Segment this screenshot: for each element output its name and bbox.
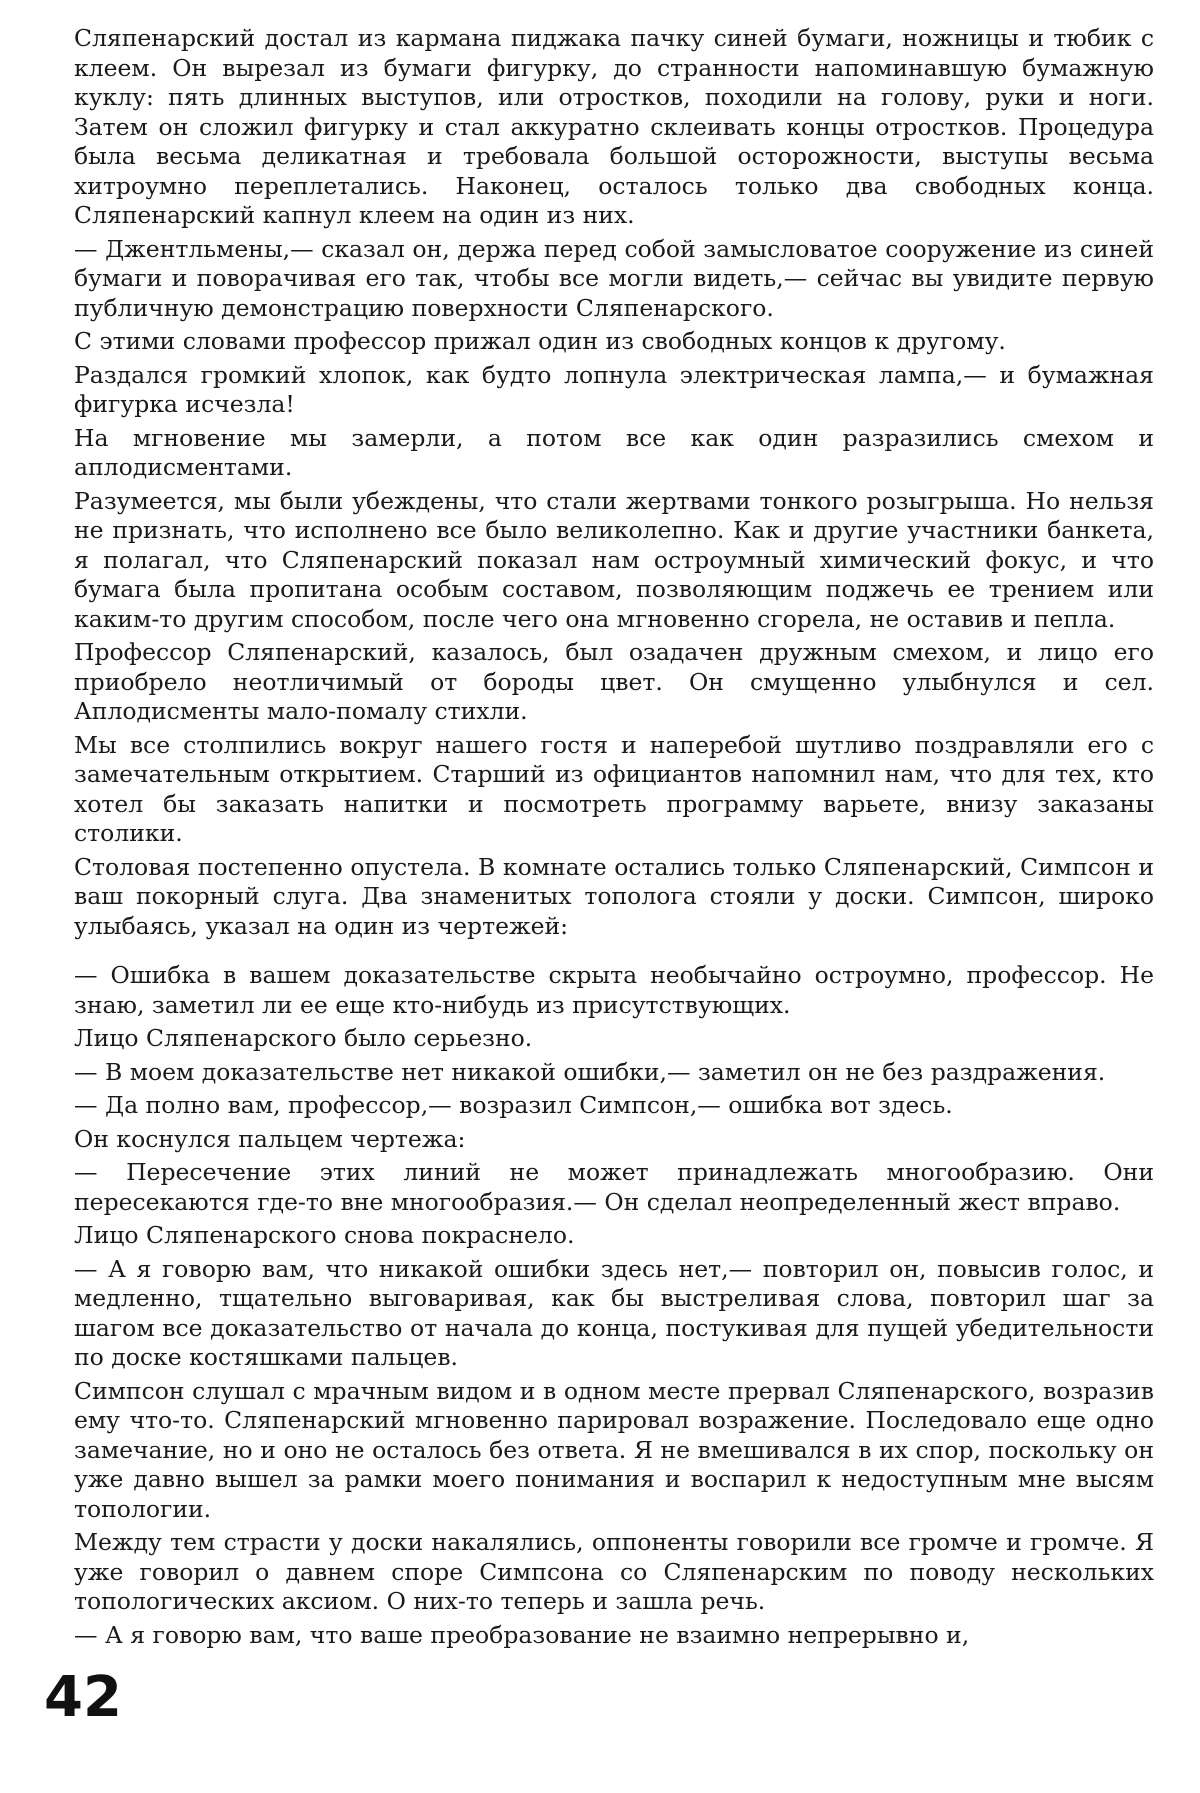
paragraph-1: Сляпенарский достал из кармана пиджака пачку синей бумаги, ножницы и тюбик с клеем. Он вырезал из бумаги фигурку, до странности напоминавшую бумажную куклу: пять длинных выступов, или отростков, походили на голову, руки и ноги. Затем он сложил фигурку и стал аккуратно склеивать концы отростков. Процедура была весьма деликатная и требовала большой осторожности, выступы весьма хитроумно переплетались. Наконец, осталось только два свободных конца. Сляпенарский капнул клеем на один из них.	[74, 24, 1154, 229]
paragraph-2: — Джентльмены,— сказал он, держа перед собой замысловатое сооружение из синей бумаги и поворачивая его так, чтобы все могли видеть,— сейчас вы увидите первую публичную демонстрацию поверхности Сляпенарского.	[74, 234, 1154, 322]
paragraph-7: Профессор Сляпенарский, казалось, был озадачен дружным смехом, и лицо его приобрело неотличимый от бороды цвет. Он смущенно улыбнулся и сел. Аплодисменты мало-помалу стихли.	[74, 638, 1154, 725]
paragraph-17: — А я говорю вам, что никакой ошибки здесь нет,— повторил он, повысив голос, и медленно, тщательно выговаривая, как бы выстреливая слова, повторил шаг за шагом все доказательство от начала до конца, постукивая для пущей убедительности по доске костяшками пальцев.	[74, 1254, 1154, 1371]
paragraph-11: Лицо Сляпенарского было серьезно.	[74, 1024, 533, 1052]
paragraph-6: Разумеется, мы были убеждены, что стали жертвами тонкого розыгрыша. Но нельзя не признать, что исполнено все было великолепно. Как и другие участники банкета, я полагал, что Сляпенарский показал нам остроумный химический фокус, и что бумага была пропитана особым составом, позволяющим поджечь ее трением или каким-то другим способом, после чего она мгновенно сгорела, не оставив и пепла.	[74, 486, 1154, 633]
paragraph-5: На мгновение мы замерли, а потом все как один разразились смехом и аплодисментами.	[74, 423, 1154, 481]
paragraph-3: С этими словами профессор прижал один из свободных концов к другому.	[74, 327, 1006, 355]
paragraph-19: Между тем страсти у доски накалялись, оппоненты говорили все громче и громче. Я уже говорил о давнем споре Симпсона со Сляпенарским по поводу нескольких топологических аксиом. О них-то теперь и зашла речь.	[74, 1528, 1154, 1615]
paragraph-9: Столовая постепенно опустела. В комнате остались только Сляпенарский, Симпсон и ваш покорный слуга. Два знаменитых тополога стояли у доски. Симпсон, широко улыбаясь, указал на один из чертежей:	[74, 852, 1154, 940]
page-number: 42	[44, 1665, 122, 1730]
paragraph-15: — Пересечение этих линий не может принадлежать многообразию. Они пересекаются где-то вне многообразия.— Он сделал неопределенный жест вправо.	[74, 1158, 1154, 1216]
page-text	[74, 24, 1154, 1654]
paragraph-4: Раздался громкий хлопок, как будто лопнула электрическая лампа,— и бумажная фигурка исчезла!	[74, 360, 1154, 418]
paragraph-18: Симпсон слушал с мрачным видом и в одном месте прервал Сляпенарского, возразив ему что-то. Сляпенарский мгновенно парировал возражение. Последовало еще одно замечание, но и оно не осталось без ответа. Я не вмешивался в их спор, поскольку он уже давно вышел за рамки моего понимания и воспарил к недоступным мне высям топологии.	[74, 1376, 1154, 1523]
paragraph-12: — В моем доказательстве нет никакой ошибки,— заметил он не без раздражения.	[74, 1057, 1106, 1086]
paragraph-8: Мы все столпились вокруг нашего гостя и наперебой шутливо поздравляли его с замечательным открытием. Старший из официантов напомнил нам, что для тех, кто хотел бы заказать напитки и посмотреть программу варьете, внизу заказаны столики.	[74, 730, 1154, 847]
paragraph-14: Он коснулся пальцем чертежа:	[74, 1124, 466, 1153]
paragraph-13: — Да полно вам, профессор,— возразил Симпсон,— ошибка вот здесь.	[74, 1091, 953, 1119]
paragraph-20: — А я говорю вам, что ваше преобразование не взаимно непрерывно и,	[74, 1620, 970, 1649]
paragraph-10: — Ошибка в вашем доказательстве скрыта необычайно остроумно, профессор. Не знаю, заметил ли ее еще кто-нибудь из присутствующих.	[74, 961, 1154, 1019]
paragraph-16: Лицо Сляпенарского снова покраснело.	[74, 1221, 575, 1249]
